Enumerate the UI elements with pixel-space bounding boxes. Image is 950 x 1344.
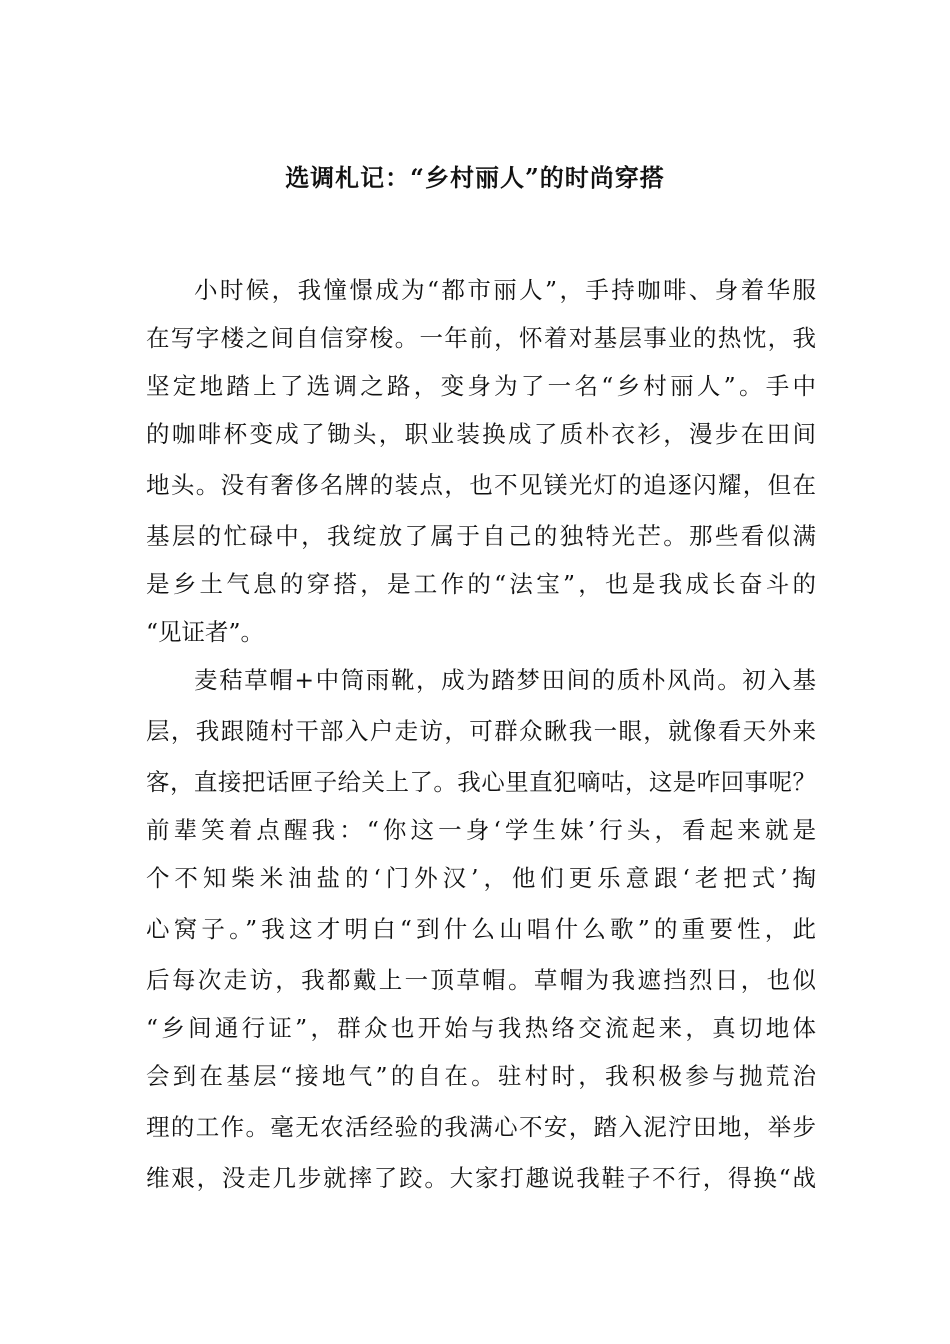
paragraph-2-line-9: 会到在基层“接地气”的自在。驻村时，我积极参与抛荒治 [146, 1062, 816, 1090]
paragraph-1-line-8: “见证者”。 [146, 618, 265, 646]
paragraph-2-line-3: 客，直接把话匣子给关上了。我心里直犯嘀咕，这是咋回事呢？ [146, 768, 816, 796]
paragraph-1-line-7: 是乡土气息的穿搭，是工作的“法宝”，也是我成长奋斗的 [146, 570, 816, 598]
paragraph-2-line-11: 维艰，没走几步就摔了跤。大家打趣说我鞋子不行，得换“战 [146, 1164, 816, 1192]
document-title: 选调札记：“乡村丽人”的时尚穿搭 [285, 163, 665, 192]
paragraph-1-line-4: 的咖啡杯变成了锄头，职业装换成了质朴衣衫，漫步在田间 [146, 420, 816, 448]
paragraph-1-line-1: 小时候，我憧憬成为“都市丽人”，手持咖啡、身着华服 [194, 276, 816, 304]
paragraph-1-line-3: 坚定地踏上了选调之路，变身为了一名“乡村丽人”。手中 [146, 372, 816, 400]
paragraph-1-line-6: 基层的忙碌中，我绽放了属于自己的独特光芒。那些看似满 [146, 522, 816, 550]
paragraph-2-line-2: 层，我跟随村干部入户走访，可群众瞅我一眼，就像看天外来 [146, 717, 816, 745]
paragraph-2-line-6: 心窝子。”我这才明白“到什么山唱什么歌”的重要性，此 [146, 915, 816, 943]
paragraph-2-line-7: 后每次走访，我都戴上一顶草帽。草帽为我遮挡烈日，也似 [146, 966, 816, 994]
paragraph-1-line-5: 地头。没有奢侈名牌的装点，也不见镁光灯的追逐闪耀，但在 [146, 471, 816, 499]
paragraph-2-line-1: 麦秸草帽+中筒雨靴，成为踏梦田间的质朴风尚。初入基 [194, 666, 816, 694]
paragraph-2-line-10: 理的工作。毫无农活经验的我满心不安，踏入泥泞田地，举步 [146, 1113, 816, 1141]
paragraph-2-line-4: 前辈笑着点醒我：“你这一身‘学生妹’行头，看起来就是 [146, 816, 816, 844]
paragraph-2-line-8: “乡间通行证”，群众也开始与我热络交流起来，真切地体 [146, 1014, 816, 1042]
paragraph-1-line-2: 在写字楼之间自信穿梭。一年前，怀着对基层事业的热忱，我 [146, 324, 816, 352]
paragraph-2-line-5: 个不知柴米油盐的‘门外汉’，他们更乐意跟‘老把式’掏 [146, 864, 816, 892]
